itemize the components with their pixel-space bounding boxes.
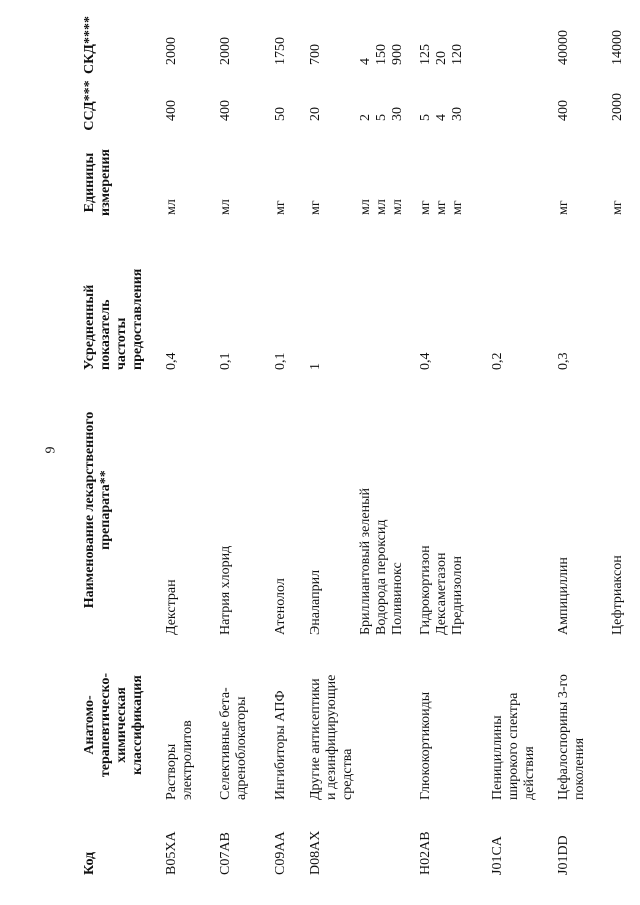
row-ssd: 20	[308, 107, 323, 121]
header-frequency: Усредненный показатель частоты предоставления	[82, 268, 145, 370]
row-skd: 700	[308, 44, 323, 65]
row-drug: Атенолол	[273, 578, 288, 635]
header-code: Код	[82, 851, 97, 875]
row-skd: 125 20 120	[418, 44, 465, 65]
row-frequency: 0,1	[273, 352, 288, 370]
row-code: H02AB	[418, 831, 433, 875]
row-unit: мг	[556, 200, 571, 215]
row-atc: Ингибиторы АПФ	[273, 690, 288, 800]
row-unit: мл	[164, 199, 179, 215]
row-unit: мл мл мл	[358, 199, 405, 215]
row-ssd: 400	[164, 100, 179, 121]
row-frequency: 0,2	[490, 352, 505, 370]
row-atc: Селективные бета- адреноблокаторы	[218, 687, 249, 800]
row-atc: Цефалоспорины 3-го поколения	[556, 674, 587, 800]
row-frequency: 0,4	[164, 352, 179, 370]
row-skd: 2000	[218, 37, 233, 65]
row-code: C07AB	[218, 832, 233, 875]
row-frequency: 0,1	[218, 352, 233, 370]
row-drug: Гидрокортизон Дексаметазон Преднизолон	[418, 545, 465, 635]
row-drug: Натрия хлорид	[218, 545, 233, 635]
page-number: 9	[43, 446, 59, 454]
row-unit: мл	[218, 199, 233, 215]
row-skd: 4 150 900	[358, 44, 405, 65]
row-code: D08AX	[308, 830, 323, 875]
row-code: J01CA	[490, 836, 505, 875]
row-unit: мг мг мг	[418, 200, 465, 215]
header-ssd: ССД***	[82, 80, 97, 131]
row-atc: Пенициллины широкого спектра действия	[490, 692, 537, 800]
row-skd: 1750	[273, 37, 288, 65]
row-unit: мг	[610, 200, 625, 215]
row-code: J01DD	[556, 835, 571, 875]
row-drug: Эналаприл	[308, 569, 323, 635]
row-ssd: 400	[218, 100, 233, 121]
row-unit: мг	[273, 200, 288, 215]
row-atc: Растворы электролитов	[164, 720, 195, 800]
header-skd: СКД****	[82, 16, 97, 74]
row-drug: Декстран	[164, 579, 179, 635]
row-atc: Другие антисептики и дезинфицирующие средства	[308, 674, 355, 800]
header-drug: Наименование лекарственного препарата**	[82, 411, 113, 609]
row-ssd: 50	[273, 107, 288, 121]
row-skd: 40000	[556, 30, 571, 65]
row-code: C09AA	[273, 831, 288, 875]
row-unit: мг	[308, 200, 323, 215]
row-skd: 14000	[610, 30, 625, 65]
header-atc: Анатомо- терапевтическо- химическая классификация	[82, 672, 145, 778]
drug-table	[80, 16, 640, 875]
row-code: B05XA	[164, 831, 179, 875]
row-ssd: 5 4 30	[418, 107, 465, 121]
row-ssd: 2 5 30	[358, 107, 405, 121]
header-unit: Единицы измерения	[82, 149, 113, 216]
row-frequency: 0,4	[418, 352, 433, 370]
row-drug: Ампициллин	[556, 557, 571, 635]
row-skd: 2000	[164, 37, 179, 65]
row-frequency: 0,3	[556, 352, 571, 370]
row-drug: Бриллиантовый зеленый Водорода пероксид Поливинокс	[358, 488, 405, 635]
row-frequency: 1	[308, 363, 323, 370]
row-drug: Цефтриаксон	[610, 555, 625, 635]
row-atc: Глюкокортикоиды	[418, 691, 433, 800]
row-ssd: 400	[556, 100, 571, 121]
row-ssd: 2000	[610, 93, 625, 121]
